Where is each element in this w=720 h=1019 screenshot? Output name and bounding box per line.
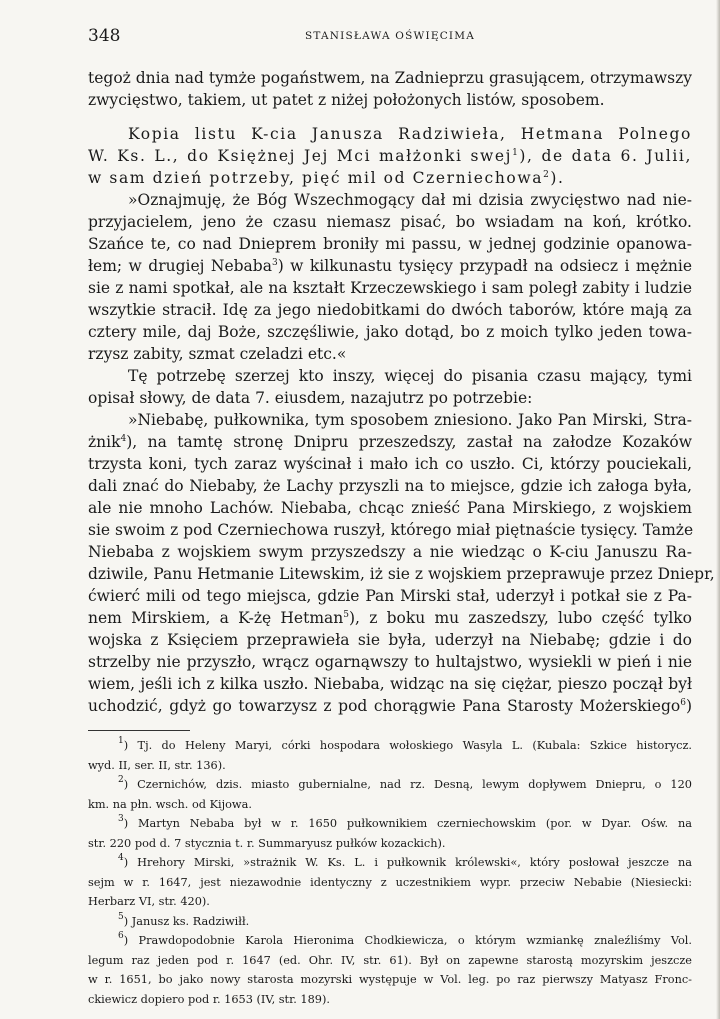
footnote-line: sejm w r. 1647, jest niezawodnie identyczny z uczestnikiem wypr. przeciw Nebabie (Niesiecki: xyxy=(88,875,692,889)
text-line: ćwierć mili od tego miejsca, gdzie Pan Mirski stał, uderzył i potkał sie z Pa- xyxy=(88,587,692,605)
page-header xyxy=(88,26,692,48)
text-line: uchodzić, gdyż go towarzysz z pod chorągwie Pana Starosty Możerskiego$^6$) xyxy=(88,697,692,715)
text-line: rzysz zabity, szmat czeladzi etc.« xyxy=(88,345,347,363)
running-head: STANISŁAWA OŚWIĘCIMA xyxy=(304,30,476,42)
footnote-ref: 1 xyxy=(512,148,520,158)
footnote-number: 6 xyxy=(118,931,124,941)
footnote-line: str. 220 pod d. 7 stycznia t. r. Summaryusz pułków kozackich). xyxy=(88,836,446,850)
text-line: zwycięstwo, takiem, ut patet z niżej położonych listów, sposobem. xyxy=(88,91,605,109)
footnote-line: wyd. II, ser. II, str. 136). xyxy=(88,758,226,772)
page-edge-shadow xyxy=(716,0,720,1019)
footnote-ref: 3 xyxy=(271,258,278,268)
paragraph-letter-2 xyxy=(88,409,715,717)
text-line: strzelby nie przyszło, wrącz ogarnąwszy to hultajstwo, wysiekli w pień i nie xyxy=(88,653,692,671)
footnote-ref: 2 xyxy=(543,170,551,180)
text-line: w sam dzień potrzeby, pięć mil od Czerniechowa$^2$). xyxy=(88,169,565,187)
footnotes xyxy=(88,736,692,1009)
text-line: dali znać do Niebaby, że Lachy przyszli na to miejsce, gdzie ich załoga była, xyxy=(88,477,692,495)
footnote-number: 1 xyxy=(118,736,124,746)
footnote-number: 3 xyxy=(118,814,124,824)
footnote-line: $^6$) Prawdopodobnie Karola Hieronima Chodkiewicza, o którym wzmiankę znaleźliśmy Vol. xyxy=(118,931,692,947)
main-text xyxy=(88,67,715,717)
text-line: tegoż dnia nad tymże pogaństwem, na Zadnieprzu grasującem, otrzymawszy xyxy=(88,69,692,87)
footnote xyxy=(88,853,692,912)
footnote-ref: 5 xyxy=(343,610,349,620)
text-line: Szańce te, co nad Dnieprem broniły mi passu, w jednej godzinie opanowa- xyxy=(88,235,692,253)
footnote-line: legum raz jeden pod r. 1647 (ed. Ohr. IV, str. 61). Był on zapewne starostą mozyrskim jeszcze xyxy=(88,953,692,967)
text-line: nem Mirskiem, a K-żę Hetman$^5$), z boku mu zaszedszy, lubo część tylko xyxy=(88,609,693,627)
text-line: Tę potrzebę szerzej kto inszy, więcej do pisania czasu mający, tymi xyxy=(128,367,692,385)
text-line: cztery mile, daj Boże, szczęśliwie, jako dotąd, bo z moich tylko jeden towa- xyxy=(88,323,692,341)
text-line: wiem, jeśli ich z kilka uszło. Niebaba, widząc na się ciężar, pieszo począł był xyxy=(88,675,692,693)
paragraph-intro xyxy=(88,67,692,111)
footnote xyxy=(88,775,692,814)
paragraph-transition xyxy=(88,365,692,409)
footnote-line: $^4$) Hrehory Mirski, »strażnik W. Ks. L. i pułkownik królewski«, który posłował jeszcze na xyxy=(118,853,692,869)
paragraph-letter-1 xyxy=(88,189,692,365)
text-line: wszytkie stracił. Idę za jego niedobitkami do dwóch taborów, które mają za xyxy=(88,301,692,319)
text-line: wojska z Księciem przeprawieła sie była, uderzył na Niebabę; gdzie i do xyxy=(88,631,692,649)
page-number: 348 xyxy=(88,26,121,46)
text-line: »Niebabę, pułkownika, tym sposobem zniesiono. Jako Pan Mirski, Stra- xyxy=(128,411,692,429)
footnote-line: $^3$) Martyn Nebaba był w r. 1650 pułkownikiem czerniechowskim (por. w Dyar. Ośw. na xyxy=(118,814,692,830)
footnote-line: $^2$) Czernichów, dzis. miasto gubernialne, nad rz. Desną, lewym dopływem Dniepru, o 120 xyxy=(118,775,692,791)
footnote xyxy=(88,736,692,775)
footnote xyxy=(88,912,692,932)
text-line: sie swoim z pod Czerniechowa ruszył, którego miał piętnaście tysięcy. Tamże xyxy=(88,521,694,539)
footnote-rule xyxy=(88,730,190,731)
letter-heading xyxy=(88,123,692,189)
footnote-line: km. na płn. wsch. od Kijowa. xyxy=(88,797,252,811)
text-line: Niebaba z wojskiem swym przyszedszy a nie wiedząc o K-ciu Januszu Ra- xyxy=(88,543,692,561)
footnote-ref: 4 xyxy=(120,434,127,444)
text-line: dziwile, Panu Hetmanie Litewskim, iż sie z wojskiem przeprawuje przez Dniepr, xyxy=(88,565,715,583)
footnote-line: ckiewicz dopiero pod r. 1653 (IV, str. 189). xyxy=(88,992,330,1006)
footnote-line: Herbarz VI, str. 420). xyxy=(88,895,210,908)
footnote-line: $^1$) Tj. do Heleny Maryi, córki hospodara wołoskiego Wasyla L. (Kubala: Szkice historycz. xyxy=(118,736,692,752)
footnote-number: 5 xyxy=(118,911,124,922)
footnote-number: 4 xyxy=(118,853,124,863)
text-line: ale nie mnoho Lachów. Niebaba, chcąc znieść Pana Mirskiego, z wojskiem xyxy=(88,499,692,517)
footnote-ref: 6 xyxy=(680,698,686,708)
footnote-line: $^5$) Janusz ks. Radziwiłł. xyxy=(118,911,250,928)
text-line: sie z nami spotkał, ale na kształt Krzeczewskiego i sam poległ zabity i ludzie xyxy=(88,279,692,297)
text-line: trzysta koni, tych zaraz wyścinał i mało ich co uszło. Ci, którzy pouciekali, xyxy=(88,455,692,473)
text-line: Kopia listu K-cia Janusza Radziwieła, Hetmana Polnego xyxy=(128,125,692,143)
footnote-line: w r. 1651, bo jako nowy starosta mozyrski występuje w Vol. leg. po raz pierwszy Matyasz Fronc- xyxy=(88,973,692,986)
text-line: żnik$^4$), na tamtę stronę Dnipru przeszedszy, zastał na załodze Kozaków xyxy=(88,433,692,451)
text-line: przyjacielem, jeno że czasu niemasz pisać, bo wsiadam na koń, krótko. xyxy=(88,213,692,231)
text-line: opisał słowy, de data 7. eiusdem, nazajutrz po potrzebie: xyxy=(88,389,533,407)
text-line: »Oznajmuję, że Bóg Wszechmogący dał mi dzisia zwycięstwo nad nie- xyxy=(128,191,692,209)
footnote-number: 2 xyxy=(118,775,124,785)
text-line: W. Ks. L., do Księżnej Jej Mci małżonki swej$^1$), de data 6. Julii, xyxy=(88,147,692,165)
text-line: łem; w drugiej Nebaba$^3$) w kilkunastu tysięcy przypadł na odsiecz i mężnie xyxy=(88,257,692,275)
footnote xyxy=(88,931,692,1009)
footnote xyxy=(88,814,692,853)
